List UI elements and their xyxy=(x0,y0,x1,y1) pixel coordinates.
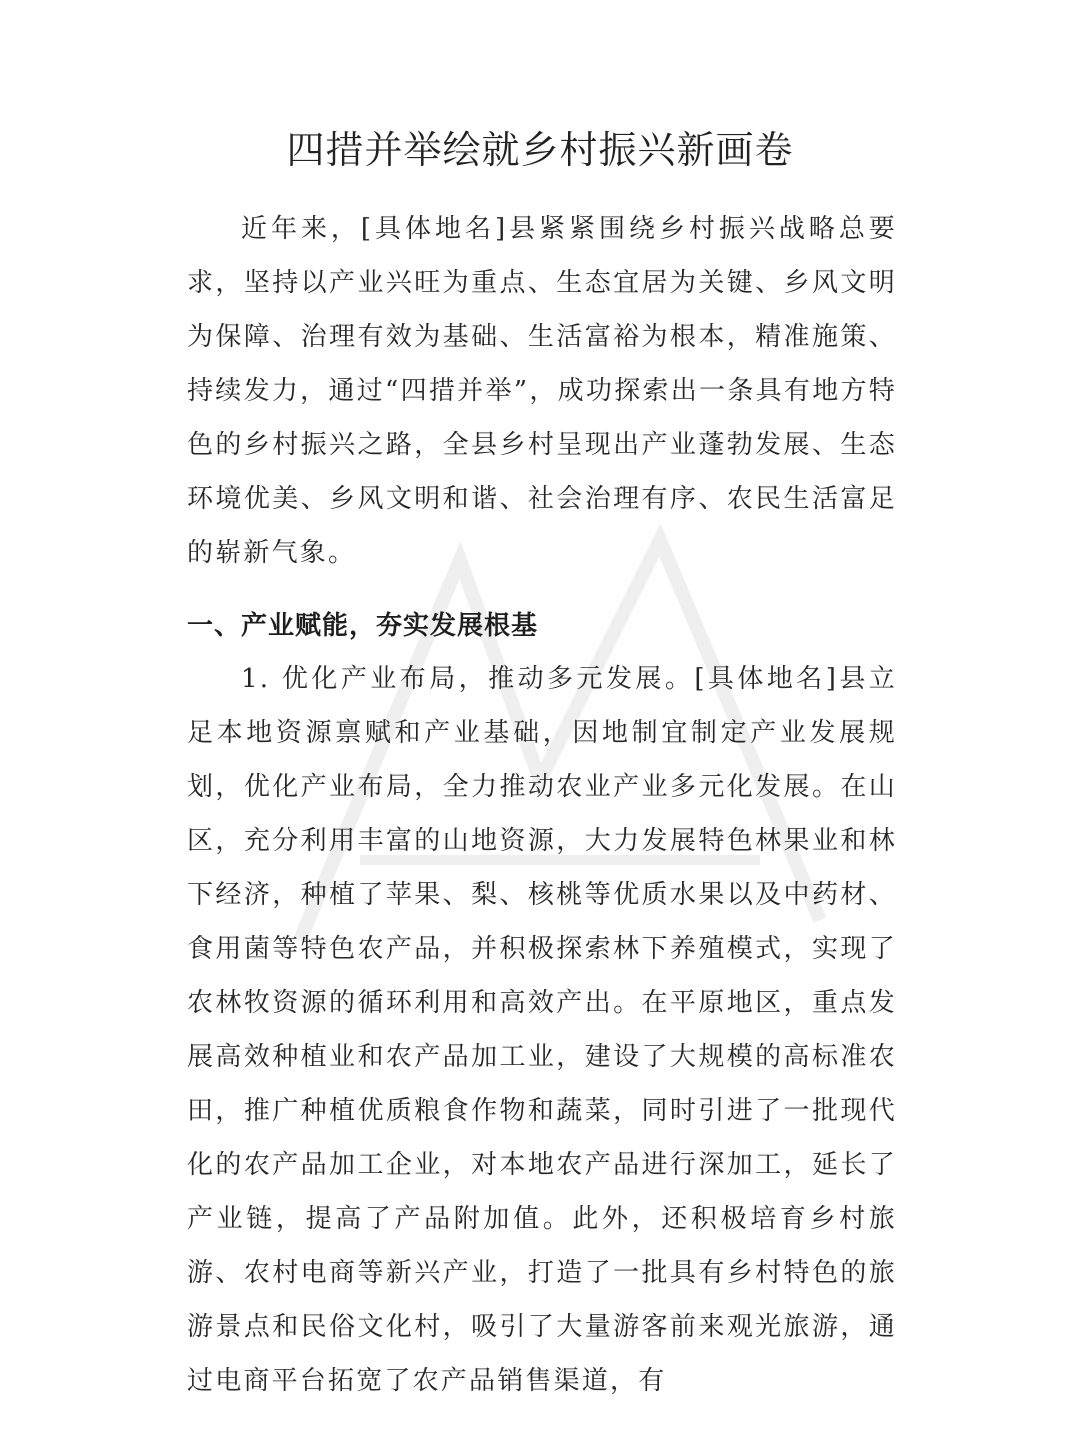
section-heading: 一、产业赋能，夯实发展根基 xyxy=(187,611,539,641)
document-body xyxy=(187,202,897,1408)
section-paragraph: 1. 优化产业布局，推动多元发展。[具体地名]县立足本地资源禀赋和产业基础，因地制宜制定产业发展规划，优化产业布局，全力推动农业产业多元化发展。在山区，充分利用丰富的山地资源，大力发展特色林果业和林下经济，种植了苹果、梨、核桃等优质水果以及中药材、食用菌等特色农产品，并积极探索林下养殖模式，实现了农林牧资源的循环利用和高效产出。在平原地区，重点发展高效种植业和农产品加工业，建设了大规模的高标准农田，推广种植优质粮食作物和蔬菜，同时引进了一批现代化的农产品加工企业，对本地农产品进行深加工，延长了产业链，提高了产品附加值。此外，还积极培育乡村旅游、农村电商等新兴产业，打造了一批具有乡村特色的旅游景点和民俗文化村，吸引了大量游客前来观光旅游，通过电商平台拓宽了农产品销售渠道，有 xyxy=(187,664,897,1396)
document-title: 四措并举绘就乡村振兴新画卷 xyxy=(286,128,794,172)
intro-paragraph: 近年来，[具体地名]县紧紧围绕乡村振兴战略总要求，坚持以产业兴旺为重点、生态宜居为关键、乡风文明为保障、治理有效为基础、生活富裕为根本，精准施策、持续发力，通过“四措并举”，成功探索出一条具有地方特色的乡村振兴之路，全县乡村呈现出产业蓬勃发展、生态环境优美、乡风文明和谐、社会治理有序、农民生活富足的崭新气象。 xyxy=(187,214,897,568)
